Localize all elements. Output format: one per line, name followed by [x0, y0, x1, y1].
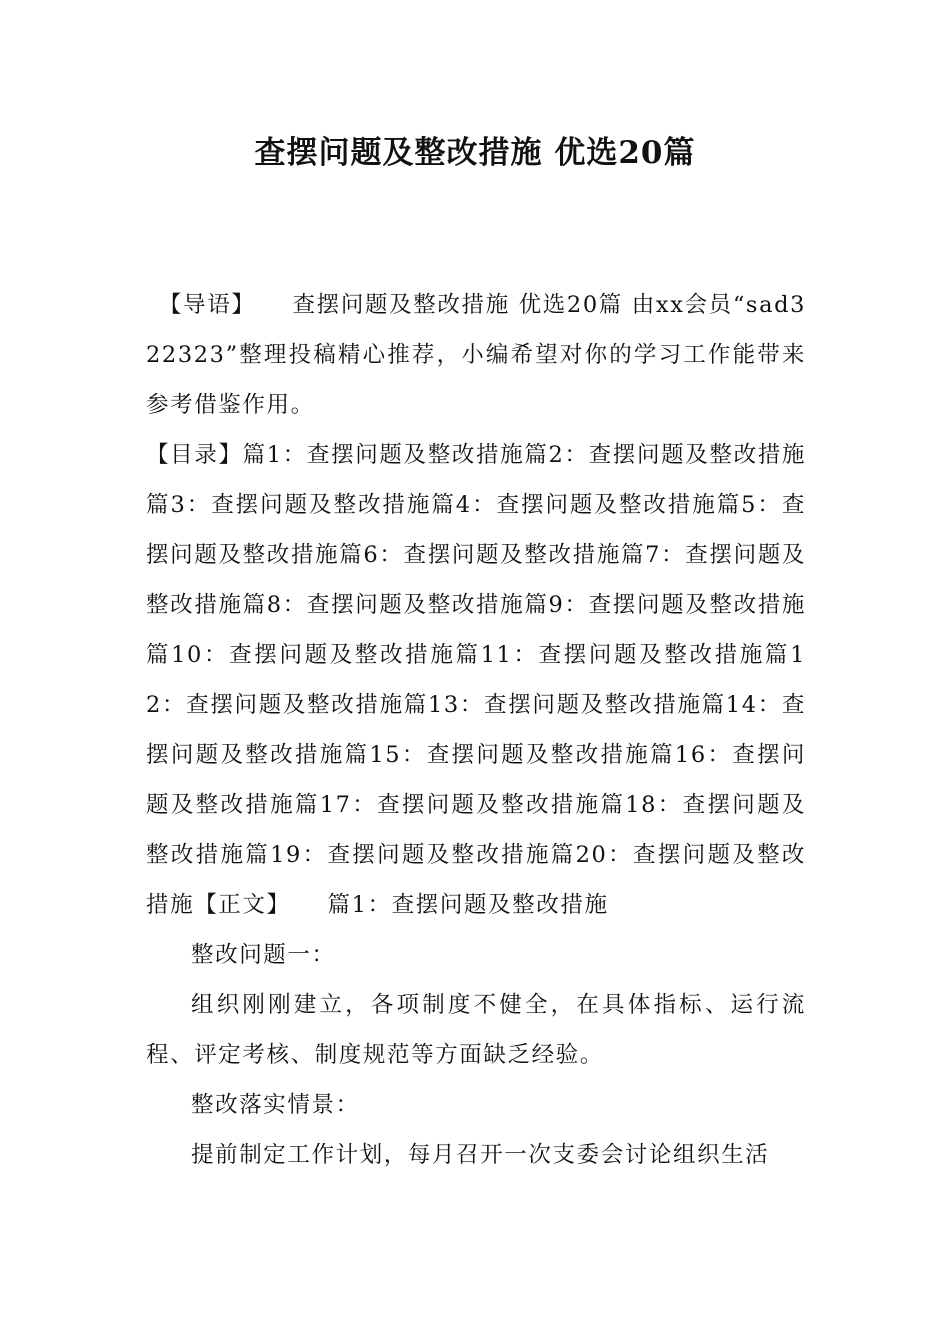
body-paragraph: 组织刚刚建立，各项制度不健全，在具体指标、运行流程、评定考核、制度规范等方面缺乏经验。	[146, 992, 806, 1068]
document-title: 查摆问题及整改措施 优选20篇	[254, 135, 696, 171]
intro-paragraph: 【导语】 查摆问题及整改措施 优选20篇 由xx会员“sad322323”整理投稿精心推荐，小编希望对你的学习工作能带来参考借鉴作用。	[146, 292, 806, 418]
section-heading: 整改落实情景：	[191, 1092, 360, 1118]
toc-paragraph: 【目录】篇1：查摆问题及整改措施篇2：查摆问题及整改措施篇3：查摆问题及整改措施篇4：查摆问题及整改措施篇5：查摆问题及整改措施篇6：查摆问题及整改措施篇7：查摆问题及整改措施篇8：查摆问题及整改措施篇9：查摆问题及整改措施篇10：查摆问题及整改措施篇11：查摆问题及整改措施篇12：查摆问题及整改措施篇13：查摆问题及整改措施篇14：查摆问题及整改措施篇15：查摆问题及整改措施篇16：查摆问题及整改措施篇17：查摆问题及整改措施篇18：查摆问题及整改措施篇19：查摆问题及整改措施篇20：查摆问题及整改措施【正文】 篇1：查摆问题及整改措施	[146, 442, 806, 918]
section-heading: 整改问题一：	[191, 942, 336, 968]
body-paragraph: 提前制定工作计划，每月召开一次支委会讨论组织生活	[191, 1142, 770, 1168]
document-body	[146, 280, 806, 1180]
